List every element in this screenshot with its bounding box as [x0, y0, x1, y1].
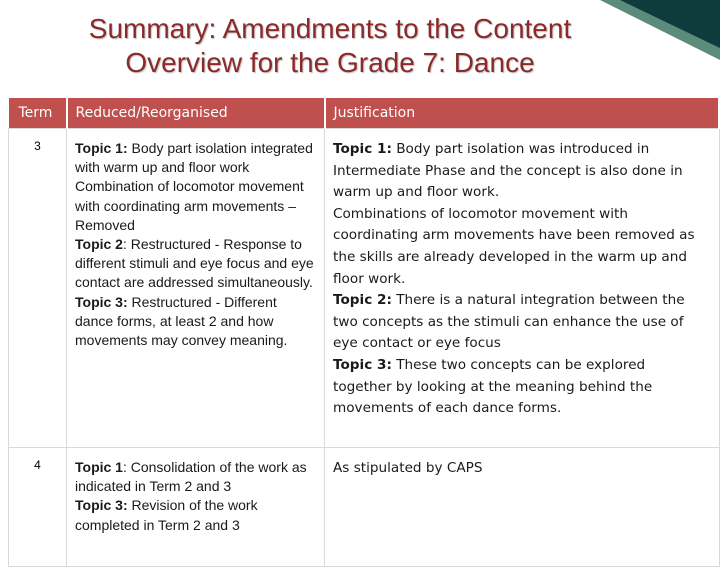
justification-line: the skills are already developed in the warm up and: [333, 248, 687, 265]
justification-line: eye contact or eye focus: [333, 335, 501, 352]
term-cell: 3: [9, 129, 67, 448]
justification-cell: [325, 448, 720, 567]
reduced-item: Combination of locomotor movement with coordinating arm movements – Removed: [75, 178, 304, 233]
table-row: [9, 129, 720, 448]
reduced-item: Topic 3: Revision of the work completed in Term 2 and 3: [75, 497, 258, 533]
term-cell: 4: [9, 448, 67, 567]
title-line-1: Summary: Amendments to the Content: [88, 13, 572, 44]
reduced-cell: [67, 129, 325, 448]
justification-line: Combinations of locomotor movement with: [333, 205, 628, 222]
reduced-item: Topic 2: Restructured - Response to different stimuli and eye focus and eye contact are addressed simultaneously.: [75, 236, 314, 291]
table-header-row: [9, 98, 720, 129]
header-justification: Justification: [325, 98, 720, 129]
amendments-table: [8, 98, 720, 567]
justification-line: together by looking at the meaning behind the: [333, 378, 653, 395]
page-title: [30, 12, 630, 80]
reduced-item: Topic 1: Body part isolation integrated with warm up and floor work: [75, 140, 313, 176]
reduced-item: Topic 3: Restructured - Different dance forms, at least 2 and how movements may convey meaning.: [75, 293, 288, 349]
justification-line: warm up and floor work.: [333, 184, 500, 201]
table-row: [9, 448, 720, 567]
justification-line: two concepts as the stimuli can enhance the use of: [333, 313, 684, 330]
justification-line: Topic 2: There is a natural integration between the: [333, 292, 685, 309]
justification-line: coordinating arm movements have been removed as: [333, 227, 695, 244]
justification-line: movements of each dance forms.: [333, 400, 562, 417]
justification-line: Topic 3: These two concepts can be explored: [333, 356, 646, 373]
justification-cell: [325, 129, 720, 448]
justification-line: floor work.: [333, 270, 406, 287]
justification-line: Topic 1: Body part isolation was introduced in: [333, 141, 650, 157]
justification-line: Intermediate Phase and the concept is also done in: [333, 162, 683, 179]
reduced-item: Topic 1: Consolidation of the work as indicated in Term 2 and 3: [75, 459, 307, 495]
reduced-cell: [67, 448, 325, 567]
title-line-2: Overview for the Grade 7: Dance: [125, 47, 535, 78]
header-term: Term: [9, 98, 67, 129]
header-reduced: Reduced/Reorganised: [67, 98, 325, 129]
justification-line: As stipulated by CAPS: [333, 460, 483, 476]
